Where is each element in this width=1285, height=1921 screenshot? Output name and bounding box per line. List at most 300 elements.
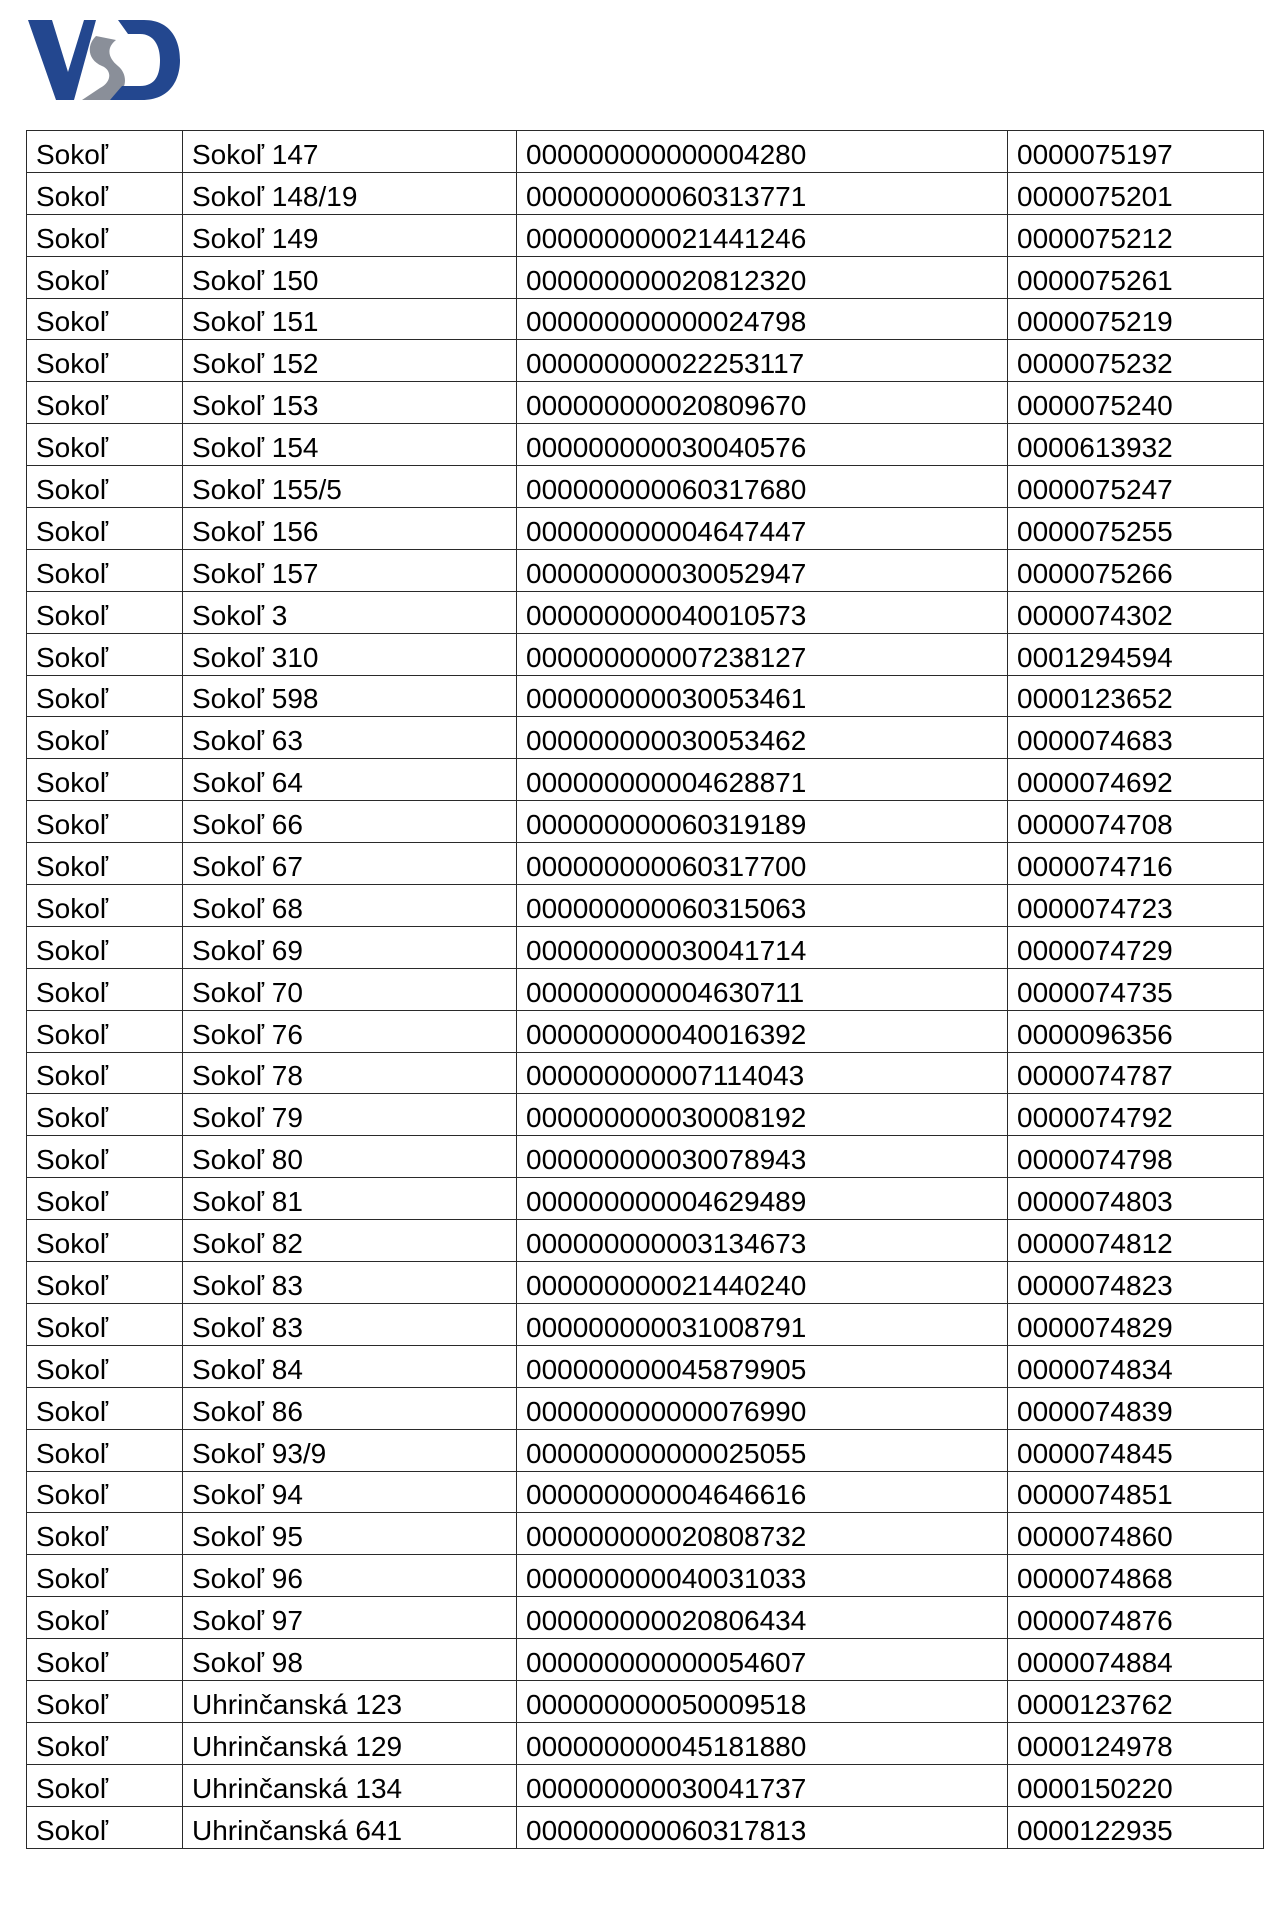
cell-text: 0000074302 [1017,599,1173,631]
eic-code-cell [517,1262,1008,1304]
meter-number-cell [1008,843,1264,885]
cell-text: Sokoľ 83 [192,1269,303,1301]
meter-number-cell [1008,549,1264,591]
meter-number-cell [1008,214,1264,256]
table-row [27,1597,1264,1639]
eic-code-cell [517,1639,1008,1681]
cell-text: Sokoľ [36,851,108,883]
table-row [27,1429,1264,1471]
cell-text: Sokoľ [36,725,108,757]
meter-number-cell [1008,1597,1264,1639]
eic-code-cell [517,1680,1008,1722]
meter-number-cell [1008,968,1264,1010]
cell-text: Sokoľ [36,1521,108,1553]
cell-text: 000000000030008192 [526,1102,807,1134]
address-cell [183,1094,517,1136]
eic-code-cell [517,340,1008,382]
municipality-cell [27,1722,183,1764]
cell-text: 0000075240 [1017,390,1173,422]
cell-text: 0000074683 [1017,725,1173,757]
meter-number-cell [1008,172,1264,214]
cell-text: 000000000045879905 [526,1353,807,1385]
cell-text: Sokoľ [36,683,108,715]
table-row [27,172,1264,214]
cell-text: Sokoľ [36,1605,108,1637]
meter-number-cell [1008,256,1264,298]
cell-text: Sokoľ 598 [192,683,319,715]
cell-text: 0000075201 [1017,180,1173,212]
address-cell [183,1010,517,1052]
cell-text: 000000000031008791 [526,1311,807,1343]
address-cell [183,131,517,173]
cell-text: 0001294594 [1017,641,1173,673]
cell-text: 0000074845 [1017,1437,1173,1469]
cell-text: Sokoľ 96 [192,1563,303,1595]
cell-text: Sokoľ 70 [192,976,303,1008]
table-row [27,885,1264,927]
meter-number-cell [1008,1262,1264,1304]
cell-text: Sokoľ 97 [192,1605,303,1637]
cell-text: 0000075266 [1017,557,1173,589]
cell-text: 0000074851 [1017,1479,1173,1511]
meter-number-cell [1008,1178,1264,1220]
municipality-cell [27,466,183,508]
logo-letter-v [28,20,96,100]
municipality-cell [27,1387,183,1429]
municipality-cell [27,1262,183,1304]
cell-text: 000000000000025055 [526,1437,807,1469]
cell-text: 0000074884 [1017,1646,1173,1678]
cell-text: 0000075232 [1017,348,1173,380]
meter-number-cell [1008,508,1264,550]
table-row [27,633,1264,675]
cell-text: Sokoľ 76 [192,1018,303,1050]
municipality-cell [27,717,183,759]
table-row [27,1345,1264,1387]
municipality-cell [27,675,183,717]
meter-number-cell [1008,717,1264,759]
meter-number-cell [1008,1639,1264,1681]
municipality-cell [27,633,183,675]
meter-number-cell [1008,759,1264,801]
municipality-cell [27,1429,183,1471]
cell-text: 0000075219 [1017,306,1173,338]
cell-text: Sokoľ [36,1395,108,1427]
cell-text: Sokoľ 3 [192,599,288,631]
table-row [27,1680,1264,1722]
municipality-cell [27,1764,183,1806]
meter-number-cell [1008,1722,1264,1764]
table-row [27,675,1264,717]
address-cell [183,885,517,927]
table-row [27,1303,1264,1345]
cell-text: Uhrinčanská 641 [192,1814,403,1846]
cell-text: Sokoľ [36,1688,108,1720]
eic-code-cell [517,926,1008,968]
meter-number-cell [1008,466,1264,508]
municipality-cell [27,549,183,591]
cell-text: Uhrinčanská 129 [192,1730,403,1762]
cell-text: Sokoľ [36,641,108,673]
meter-number-cell [1008,1471,1264,1513]
cell-text: Sokoľ [36,515,108,547]
address-cell [183,1345,517,1387]
eic-code-cell [517,717,1008,759]
cell-text: 0000074787 [1017,1060,1173,1092]
municipality-cell [27,1806,183,1848]
address-cell [183,801,517,843]
cell-text: 000000000060317813 [526,1814,807,1846]
meter-number-cell [1008,675,1264,717]
meter-number-cell [1008,382,1264,424]
municipality-cell [27,131,183,173]
cell-text: Sokoľ [36,976,108,1008]
table-row [27,1220,1264,1262]
table-body [27,131,1264,1849]
eic-code-cell [517,1387,1008,1429]
table-row [27,968,1264,1010]
table-row [27,466,1264,508]
eic-code-cell [517,1094,1008,1136]
municipality-cell [27,340,183,382]
cell-text: 000000000007238127 [526,641,807,673]
municipality-cell [27,1303,183,1345]
cell-text: 0000096356 [1017,1018,1173,1050]
address-cell [183,298,517,340]
cell-text: Sokoľ [36,1018,108,1050]
municipality-cell [27,214,183,256]
cell-text: Sokoľ [36,348,108,380]
cell-text: Sokoľ 82 [192,1228,303,1260]
cell-text: 0000074876 [1017,1605,1173,1637]
address-cell [183,759,517,801]
eic-code-cell [517,801,1008,843]
meter-number-cell [1008,298,1264,340]
municipality-cell [27,1136,183,1178]
cell-text: Sokoľ 78 [192,1060,303,1092]
cell-text: Sokoľ 80 [192,1144,303,1176]
cell-text: Sokoľ [36,306,108,338]
table-row [27,1764,1264,1806]
meter-number-cell [1008,633,1264,675]
cell-text: Sokoľ 94 [192,1479,303,1511]
eic-code-cell [517,1220,1008,1262]
table-row [27,1722,1264,1764]
cell-text: Sokoľ [36,1814,108,1846]
address-cell [183,340,517,382]
meter-number-cell [1008,1094,1264,1136]
table-row [27,382,1264,424]
cell-text: Sokoľ [36,1646,108,1678]
cell-text: Sokoľ 81 [192,1186,303,1218]
cell-text: Sokoľ [36,1437,108,1469]
cell-text: Sokoľ [36,809,108,841]
address-cell [183,549,517,591]
vsd-logo [26,16,182,104]
cell-text: 000000000004630711 [526,976,805,1008]
cell-text: 000000000007114043 [526,1060,805,1092]
eic-code-cell [517,1010,1008,1052]
municipality-cell [27,1052,183,1094]
cell-text: 000000000020809670 [526,390,807,422]
cell-text: Sokoľ [36,264,108,296]
cell-text: 000000000030053461 [526,683,807,715]
address-cell [183,382,517,424]
cell-text: Sokoľ 310 [192,641,319,673]
address-cell [183,1303,517,1345]
address-cell [183,1052,517,1094]
cell-text: Sokoľ [36,934,108,966]
eic-code-cell [517,1555,1008,1597]
eic-code-cell [517,508,1008,550]
cell-text: Sokoľ [36,1311,108,1343]
municipality-cell [27,1471,183,1513]
meter-number-cell [1008,1513,1264,1555]
eic-code-cell [517,1513,1008,1555]
cell-text: 000000000045181880 [526,1730,807,1762]
cell-text: Sokoľ 149 [192,222,319,254]
table-row [27,340,1264,382]
cell-text: 0000074839 [1017,1395,1173,1427]
address-cell [183,1220,517,1262]
eic-code-cell [517,1178,1008,1220]
municipality-cell [27,885,183,927]
cell-text: 000000000000004280 [526,138,807,170]
cell-text: 000000000020806434 [526,1605,807,1637]
address-cell [183,633,517,675]
address-cell [183,1764,517,1806]
table-row [27,1639,1264,1681]
meter-number-cell [1008,1136,1264,1178]
cell-text: 000000000030040576 [526,432,807,464]
municipality-cell [27,801,183,843]
cell-text: 0000074860 [1017,1521,1173,1553]
cell-text: Sokoľ 93/9 [192,1437,327,1469]
cell-text: 000000000020812320 [526,264,807,296]
municipality-cell [27,298,183,340]
address-cell [183,1722,517,1764]
table-row [27,1806,1264,1848]
eic-code-cell [517,1136,1008,1178]
cell-text: 0000150220 [1017,1772,1173,1804]
meter-number-cell [1008,1052,1264,1094]
cell-text: Sokoľ [36,767,108,799]
table-row [27,1178,1264,1220]
cell-text: 0000074692 [1017,767,1173,799]
eic-code-cell [517,675,1008,717]
table-row [27,508,1264,550]
cell-text: 000000000022253117 [526,348,805,380]
table-row [27,843,1264,885]
cell-text: Sokoľ 79 [192,1102,303,1134]
cell-text: Sokoľ [36,1060,108,1092]
cell-text: Sokoľ 157 [192,557,319,589]
meter-number-cell [1008,801,1264,843]
cell-text: 0000123652 [1017,683,1173,715]
cell-text: Sokoľ 150 [192,264,319,296]
municipality-cell [27,1220,183,1262]
municipality-cell [27,1555,183,1597]
meter-number-cell [1008,1387,1264,1429]
cell-text: 0000123762 [1017,1688,1173,1720]
cell-text: Sokoľ 155/5 [192,474,342,506]
supply-points-table [26,130,1264,1849]
eic-code-cell [517,256,1008,298]
eic-code-cell [517,1764,1008,1806]
address-cell [183,1429,517,1471]
eic-code-cell [517,968,1008,1010]
eic-code-cell [517,298,1008,340]
meter-number-cell [1008,1806,1264,1848]
cell-text: 000000000021441246 [526,222,807,254]
cell-text: 000000000060313771 [526,180,807,212]
table-row [27,1010,1264,1052]
municipality-cell [27,1178,183,1220]
municipality-cell [27,1680,183,1722]
address-cell [183,717,517,759]
cell-text: Sokoľ [36,474,108,506]
cell-text: 0000122935 [1017,1814,1173,1846]
cell-text: Sokoľ 86 [192,1395,303,1427]
cell-text: 0000075261 [1017,264,1173,296]
cell-text: Sokoľ [36,1772,108,1804]
cell-text: 000000000060319189 [526,809,807,841]
address-cell [183,1806,517,1848]
municipality-cell [27,256,183,298]
address-cell [183,1597,517,1639]
address-cell [183,675,517,717]
address-cell [183,214,517,256]
table-row [27,549,1264,591]
table-row [27,1471,1264,1513]
eic-code-cell [517,1806,1008,1848]
municipality-cell [27,1597,183,1639]
logo-letter-d [110,20,180,100]
table-row [27,214,1264,256]
cell-text: Sokoľ 154 [192,432,319,464]
cell-text: 000000000004628871 [526,767,807,799]
cell-text: 0000075197 [1017,138,1173,170]
address-cell [183,256,517,298]
table-row [27,424,1264,466]
cell-text: Sokoľ [36,892,108,924]
table-row [27,1094,1264,1136]
cell-text: Sokoľ 66 [192,809,303,841]
cell-text: 0000074735 [1017,976,1173,1008]
municipality-cell [27,172,183,214]
meter-number-cell [1008,1680,1264,1722]
cell-text: Sokoľ 156 [192,515,319,547]
cell-text: Sokoľ [36,599,108,631]
table-row [27,1136,1264,1178]
cell-text: Sokoľ 63 [192,725,303,757]
eic-code-cell [517,466,1008,508]
cell-text: 000000000000024798 [526,306,807,338]
table-row [27,591,1264,633]
cell-text: 000000000000076990 [526,1395,807,1427]
meter-number-cell [1008,1764,1264,1806]
cell-text: 0000075247 [1017,474,1173,506]
cell-text: 000000000020808732 [526,1521,807,1553]
cell-text: 0000124978 [1017,1730,1173,1762]
municipality-cell [27,1639,183,1681]
address-cell [183,1680,517,1722]
cell-text: Sokoľ [36,222,108,254]
cell-text: Sokoľ 83 [192,1311,303,1343]
address-cell [183,1178,517,1220]
cell-text: 0000613932 [1017,432,1173,464]
municipality-cell [27,926,183,968]
cell-text: 000000000050009518 [526,1688,807,1720]
cell-text: 0000074723 [1017,892,1173,924]
cell-text: 0000074812 [1017,1228,1173,1260]
cell-text: Sokoľ 84 [192,1353,303,1385]
address-cell [183,591,517,633]
municipality-cell [27,1345,183,1387]
cell-text: 000000000030041714 [526,934,807,966]
cell-text: 000000000004646616 [526,1479,807,1511]
eic-code-cell [517,1597,1008,1639]
municipality-cell [27,759,183,801]
eic-code-cell [517,424,1008,466]
cell-text: Sokoľ [36,1144,108,1176]
meter-number-cell [1008,424,1264,466]
address-cell [183,1513,517,1555]
cell-text: Sokoľ [36,557,108,589]
table-row [27,717,1264,759]
table-row [27,1513,1264,1555]
cell-text: Sokoľ [36,1228,108,1260]
municipality-cell [27,508,183,550]
cell-text: 0000075212 [1017,222,1173,254]
cell-text: Sokoľ [36,180,108,212]
cell-text: 0000074829 [1017,1311,1173,1343]
table-row [27,759,1264,801]
eic-code-cell [517,1052,1008,1094]
cell-text: 0000074868 [1017,1563,1173,1595]
address-cell [183,466,517,508]
address-cell [183,1555,517,1597]
address-cell [183,968,517,1010]
cell-text: Sokoľ 68 [192,892,303,924]
municipality-cell [27,1094,183,1136]
cell-text: Sokoľ [36,138,108,170]
cell-text: 000000000030041737 [526,1772,807,1804]
address-cell [183,1262,517,1304]
table-row [27,801,1264,843]
eic-code-cell [517,131,1008,173]
cell-text: 000000000030053462 [526,725,807,757]
cell-text: 000000000060315063 [526,892,807,924]
table-row [27,1387,1264,1429]
cell-text: 0000074716 [1017,851,1173,883]
cell-text: 0000074792 [1017,1102,1173,1134]
cell-text: Sokoľ [36,1730,108,1762]
eic-code-cell [517,1345,1008,1387]
cell-text: 000000000040016392 [526,1018,807,1050]
meter-number-cell [1008,131,1264,173]
table-row [27,1262,1264,1304]
cell-text: Sokoľ 64 [192,767,303,799]
address-cell [183,843,517,885]
table-row [27,256,1264,298]
table-row [27,298,1264,340]
meter-number-cell [1008,340,1264,382]
cell-text: Sokoľ 153 [192,390,319,422]
cell-text: Sokoľ 152 [192,348,319,380]
address-cell [183,508,517,550]
cell-text: Sokoľ 95 [192,1521,303,1553]
